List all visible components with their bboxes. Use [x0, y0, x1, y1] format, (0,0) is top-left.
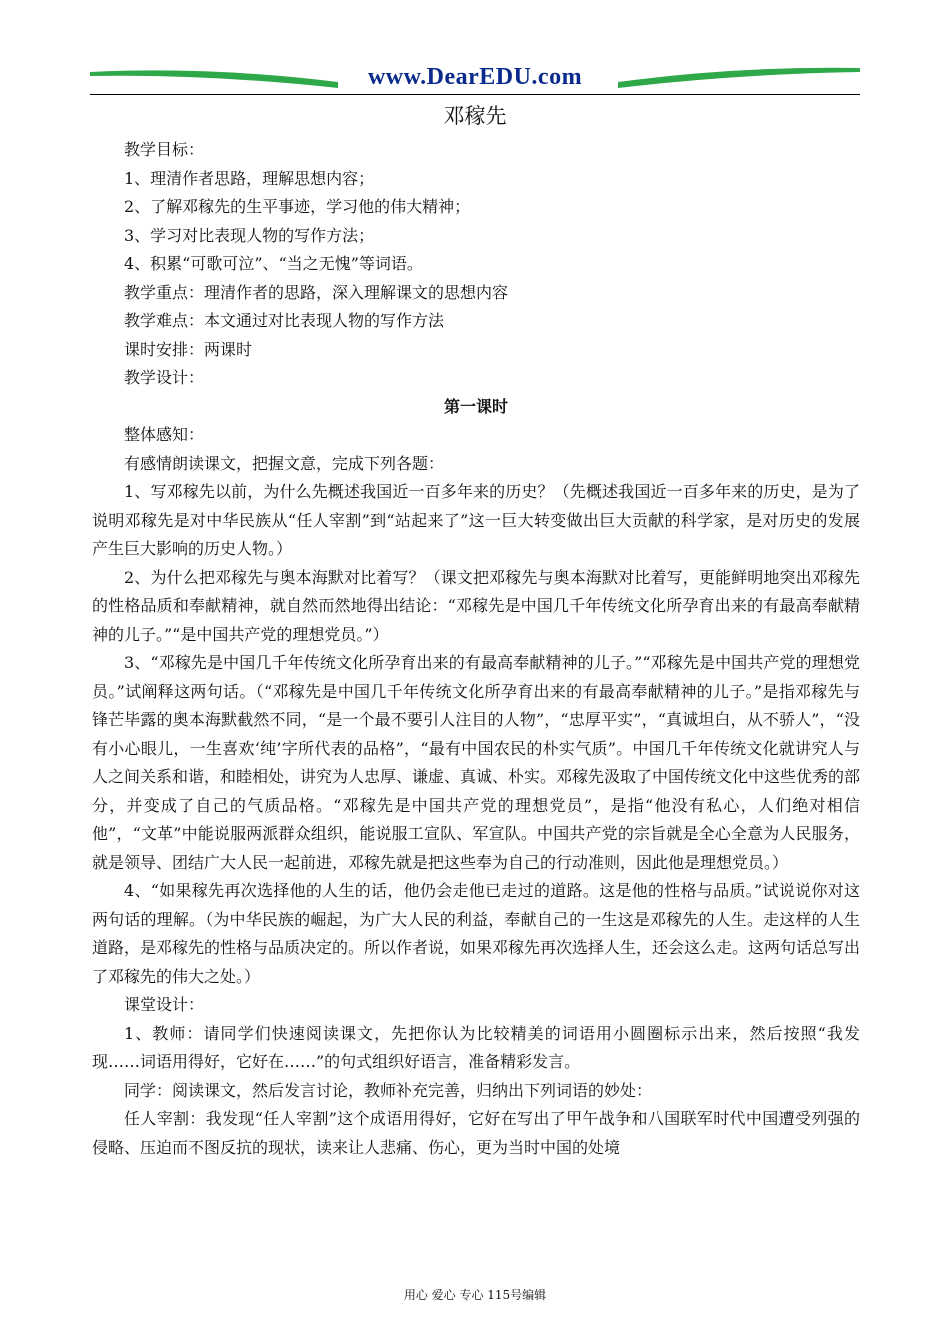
- paragraph: 2、为什么把邓稼先与奥本海默对比着写？（课文把邓稼先与奥本海默对比着写，更能鲜明地突出邓稼先的性格品质和奉献精神，就自然而然地得出结论：“邓稼先是中国几千年传统文化所孕育出来的有最高奉献精神的儿子。”“是中国共产党的理想党员。”）: [92, 567, 860, 644]
- paragraph: 1、教师：请同学们快速阅读课文，先把你认为比较精美的词语用小圆圈标示出来，然后按照“我发现……词语用得好，它好在……”的句式组织好语言，准备精彩发言。: [92, 1023, 860, 1071]
- paragraph: 1、写邓稼先以前，为什么先概述我国近一百多年来的历史？（先概述我国近一百多年来的历史，是为了说明邓稼先是对中华民族从“任人宰割”到“站起来了”这一巨大转变做出巨大贡献的科学家，是对历史的发展产生巨大影响的历史人物。）: [92, 482, 860, 558]
- paragraph: 课时安排：两课时: [124, 339, 253, 359]
- paragraph: 4、“如果稼先再次选择他的人生的话，他仍会走他已走过的道路。这是他的性格与品质。”试说说你对这两句话的理解。（为中华民族的崛起，为广大人民的利益，奉献自己的一生这是邓稼先的人生。走这样的人生道路，是邓稼先的性格与品质决定的。所以作者说，如果邓稼先再次选择人生，还会这么走。这两句话总写出了邓稼先的伟大之处。）: [92, 881, 861, 986]
- paragraph: 教学重点：理清作者的思路，深入理解课文的思想内容: [124, 282, 509, 302]
- paragraph: 3、学习对比表现人物的写作方法；: [124, 225, 375, 245]
- paragraph: 同学：阅读课文，然后发言讨论，教师补充完善，归纳出下列词语的妙处：: [124, 1080, 653, 1100]
- paragraph: 教学难点：本文通过对比表现人物的写作方法: [124, 311, 445, 330]
- header-divider: [90, 94, 860, 95]
- paragraph: 教学设计：: [124, 368, 205, 387]
- site-logo[interactable]: www.DearEDU.com: [367, 64, 583, 90]
- page-title: 邓稼先: [443, 104, 507, 128]
- paragraph: 1、理清作者思路，理解思想内容；: [124, 168, 375, 188]
- page-footer: 用心 爱心 专心 115号编辑: [403, 1288, 547, 1302]
- paragraph: 任人宰割：我发现“任人宰割”这个成语用得好，它好在写出了甲午战争和八国联军时代中国遭受列强的侵略、压迫而不图反抗的现状，读来让人悲痛、伤心，更为当时中国的处境: [92, 1109, 860, 1157]
- section-heading: 第一课时: [443, 396, 508, 416]
- paragraph: 4、积累“可歌可泣”、“当之无愧”等词语。: [124, 254, 423, 273]
- paragraph: 2、了解邓稼先的生平事迹，学习他的伟大精神；: [124, 197, 471, 216]
- document-body: [92, 136, 860, 1162]
- paragraph: 整体感知：: [124, 425, 205, 444]
- paragraph: 教学目标：: [124, 140, 205, 159]
- paragraph: 课堂设计：: [124, 995, 205, 1014]
- site-header-banner: [88, 62, 862, 96]
- paragraph: 有感情朗读课文，把握文意，完成下列各题：: [124, 453, 445, 473]
- paragraph: 3、“邓稼先是中国几千年传统文化所孕育出来的有最高奉献精神的儿子。”“邓稼先是中国共产党的理想党员。”试阐释这两句话。（“邓稼先是中国几千年传统文化所孕育出来的有最高奉献精神的儿子。”是指邓稼先与锋芒毕露的奥本海默截然不同，“是一个最不要引人注目的人物”，“忠厚平实”，“真诚坦白，从不骄人”，“没有小心眼儿，一生喜欢‘纯’字所代表的品格”，“最有中国农民的朴实气质”。中国几千年传统文化就讲究人与人之间关系和谐，和睦相处，讲究为人忠厚、谦虚、真诚、朴实。邓稼先汲取了中国传统文化中这些优秀的部分，并变成了自己的气质品格。“邓稼先是中国共产党的理想党员”，是指“他没有私心，人们绝对相信他”，“文革”中能说服两派群众组织，能说服工宣队、军宣队。中国共产党的宗旨就是全心全意为人民服务，就是领导、团结广大人民一起前进，邓稼先就是把这些奉为自己的行动准则，因此他是理想党员。）: [92, 653, 861, 872]
